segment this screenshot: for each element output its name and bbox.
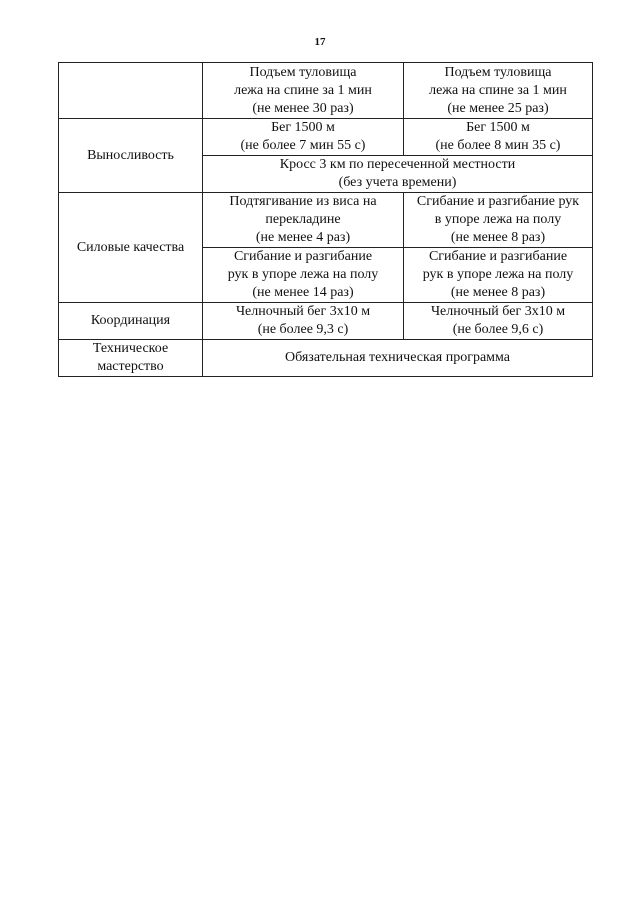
category-technique: Техническое мастерство [59, 340, 203, 377]
pullups-col2-cell: Сгибание и разгибание рук в упоре лежа на полу (не менее 8 раз) [404, 193, 593, 248]
technical-program-cell: Обязательная техническая программа [203, 340, 593, 377]
category-strength: Силовые качества [59, 193, 203, 303]
cross-cell: Кросс 3 км по пересеченной местности (без учета времени) [203, 156, 593, 193]
pushups-col1-cell: Сгибание и разгибание рук в упоре лежа на полу (не менее 14 раз) [203, 248, 404, 303]
run1500-col2-cell: Бег 1500 м (не более 8 мин 35 с) [404, 119, 593, 156]
norms-table [58, 62, 593, 377]
situps-col2-cell: Подъем туловища лежа на спине за 1 мин (не менее 25 раз) [404, 63, 593, 119]
table-row [59, 193, 593, 248]
pushups-col2-cell: Сгибание и разгибание рук в упоре лежа на полу (не менее 8 раз) [404, 248, 593, 303]
shuttle-col1-cell: Челночный бег 3x10 м (не более 9,3 с) [203, 303, 404, 340]
shuttle-col2-cell: Челночный бег 3x10 м (не более 9,6 с) [404, 303, 593, 340]
category-endurance: Выносливость [59, 119, 203, 193]
situps-col1-cell: Подъем туловища лежа на спине за 1 мин (не менее 30 раз) [203, 63, 404, 119]
category-coordination: Координация [59, 303, 203, 340]
table-row [59, 63, 593, 119]
pullups-col1-cell: Подтягивание из виса на перекладине (не менее 4 раз) [203, 193, 404, 248]
table-row [59, 340, 593, 377]
table-row [59, 303, 593, 340]
category-cell-empty [59, 63, 203, 119]
page-number: 17 [314, 36, 326, 48]
run1500-col1-cell: Бег 1500 м (не более 7 мин 55 с) [203, 119, 404, 156]
table-row [59, 119, 593, 156]
